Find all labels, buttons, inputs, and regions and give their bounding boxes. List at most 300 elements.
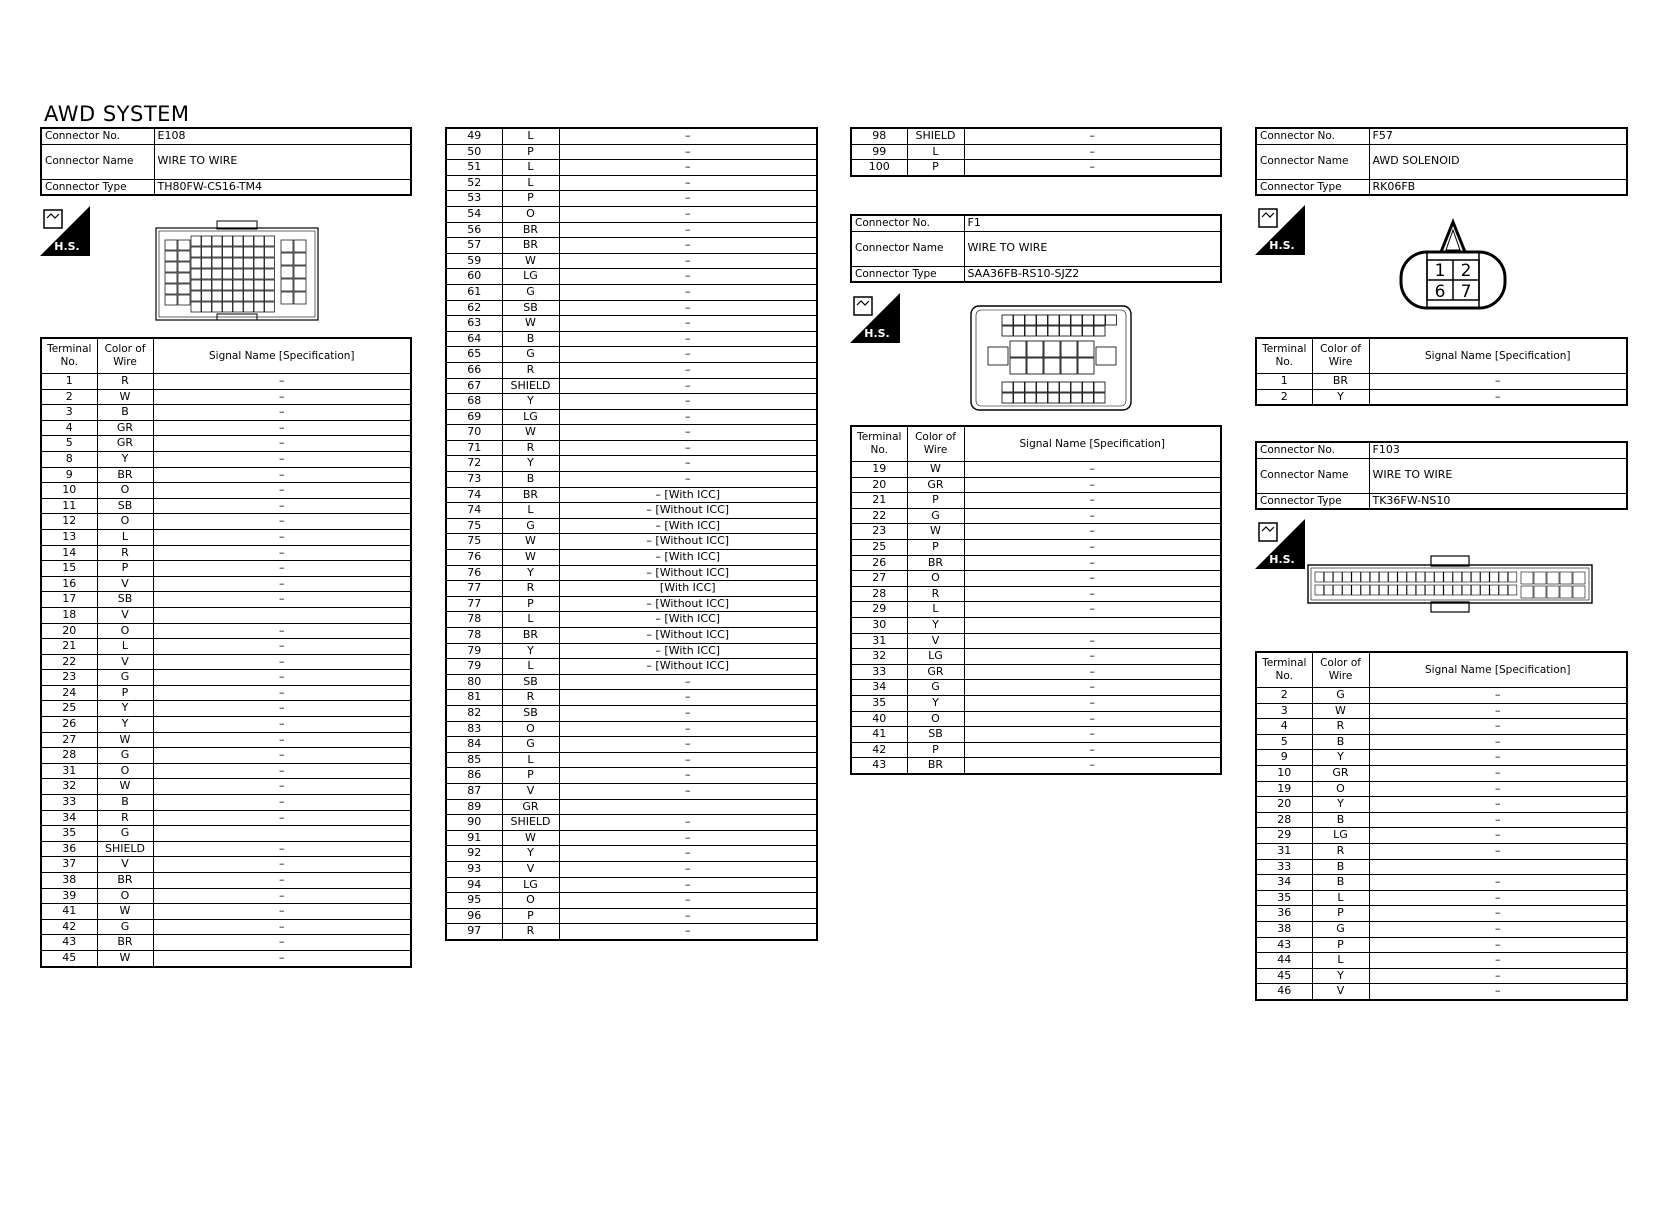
- terminal-no-cell: 79: [446, 643, 502, 659]
- terminal-no-cell: 76: [446, 565, 502, 581]
- connector-type-label: Connector Type: [1256, 493, 1369, 509]
- connector-cavity: [1499, 572, 1508, 582]
- connector-cavity: [1499, 585, 1508, 595]
- terminal-no-cell: 51: [446, 160, 502, 176]
- harness-side-icon: [850, 293, 900, 343]
- terminal-no-cell: 63: [446, 316, 502, 332]
- table-row: [851, 711, 1221, 727]
- signal-name-cell: –: [153, 405, 411, 421]
- connector-cavity: [1002, 326, 1013, 336]
- terminal-no-cell: 85: [446, 752, 502, 768]
- f57-pin-7: 7: [1460, 282, 1472, 302]
- wire-color-cell: O: [502, 721, 559, 737]
- terminal-no-cell: 22: [41, 654, 97, 670]
- connector-cavity: [1560, 586, 1572, 598]
- connector-f103-info: [1255, 441, 1628, 510]
- table-row: [446, 846, 817, 862]
- connector-cavity: [1060, 315, 1071, 325]
- connector-cavity: [1096, 347, 1116, 365]
- signal-name-cell: –: [153, 576, 411, 592]
- table-row: [41, 576, 411, 592]
- table-row: [446, 550, 817, 566]
- signal-name-cell: –: [559, 316, 817, 332]
- wire-color-cell: G: [502, 518, 559, 534]
- connector-cavity: [1048, 382, 1059, 392]
- connector-cavity: [1379, 585, 1388, 595]
- connector-cavity: [244, 302, 254, 312]
- terminal-no-cell: 11: [41, 498, 97, 514]
- table-row: [446, 518, 817, 534]
- signal-name-cell: –: [1369, 781, 1627, 797]
- signal-name-cell: –: [153, 451, 411, 467]
- signal-name-cell: –: [1369, 906, 1627, 922]
- terminal-no-cell: 62: [446, 300, 502, 316]
- terminal-no-cell: 32: [41, 779, 97, 795]
- wire-color-cell: G: [1312, 921, 1369, 937]
- connector-cavity: [281, 292, 293, 304]
- connector-cavity: [254, 302, 264, 312]
- connector-no-label: Connector No.: [1256, 128, 1369, 144]
- terminal-no-cell: 35: [41, 826, 97, 842]
- table-row: [446, 238, 817, 254]
- terminal-no-cell: 41: [851, 727, 907, 743]
- table-row: [41, 592, 411, 608]
- connector-cavity: [265, 280, 275, 290]
- wire-color-cell: V: [1312, 984, 1369, 1000]
- terminal-no-cell: 76: [446, 550, 502, 566]
- table-row: [446, 425, 817, 441]
- signal-name-cell: –: [559, 160, 817, 176]
- table-row: [1256, 875, 1627, 891]
- connector-cavity: [223, 236, 233, 246]
- terminal-no-cell: 70: [446, 425, 502, 441]
- table-row: [851, 664, 1221, 680]
- connector-cavity: [178, 284, 190, 294]
- wire-color-cell: O: [97, 623, 153, 639]
- terminal-no-cell: 21: [41, 639, 97, 655]
- wire-color-cell: GR: [502, 799, 559, 815]
- terminal-no-cell: 29: [1256, 828, 1312, 844]
- table-row: [851, 493, 1221, 509]
- table-row: [446, 799, 817, 815]
- table-row: [851, 462, 1221, 478]
- connector-cavity: [1044, 341, 1060, 357]
- terminal-no-cell: 59: [446, 253, 502, 269]
- terminal-no-cell: 33: [41, 795, 97, 811]
- terminal-no-cell: 21: [851, 493, 907, 509]
- terminal-no-cell: 17: [41, 592, 97, 608]
- wire-color-cell: O: [97, 514, 153, 530]
- signal-name-cell: [153, 826, 411, 842]
- connector-cavity: [1481, 572, 1490, 582]
- wire-color-cell: O: [907, 571, 964, 587]
- table-row: [446, 721, 817, 737]
- connector-cavity: [1370, 572, 1379, 582]
- wire-color-cell: W: [502, 316, 559, 332]
- terminal-no-cell: 25: [851, 539, 907, 555]
- connector-cavity: [1521, 572, 1533, 584]
- connector-cavity: [1425, 585, 1434, 595]
- terminal-no-cell: 3: [1256, 703, 1312, 719]
- wire-color-cell: O: [97, 483, 153, 499]
- terminal-no-cell: 93: [446, 861, 502, 877]
- table-row: [446, 128, 817, 144]
- signal-name-cell: –: [153, 888, 411, 904]
- wire-color-cell: B: [97, 405, 153, 421]
- connector-cavity: [202, 280, 212, 290]
- connector-f1-info: [850, 214, 1222, 283]
- connector-cavity: [1416, 572, 1425, 582]
- terminal-no-cell: 31: [851, 633, 907, 649]
- wire-color-cell: G: [502, 737, 559, 753]
- connector-cavity: [1014, 382, 1025, 392]
- table-row: [446, 690, 817, 706]
- signal-name-cell: –: [964, 571, 1221, 587]
- signal-name-cell: –: [153, 950, 411, 966]
- terminal-no-cell: 8: [41, 451, 97, 467]
- wire-color-cell: O: [907, 711, 964, 727]
- terminal-no-cell: 4: [1256, 719, 1312, 735]
- connector-cavity: [1324, 585, 1333, 595]
- wire-color-cell: O: [502, 893, 559, 909]
- connector-cavity: [1010, 341, 1026, 357]
- terminal-no-cell: 41: [41, 904, 97, 920]
- connector-cavity: [294, 240, 306, 252]
- table-row: [851, 144, 1221, 160]
- connector-f57-face-diagram: [1393, 218, 1513, 313]
- wire-color-cell: B: [502, 472, 559, 488]
- connector-cavity: [1014, 326, 1025, 336]
- f57-pin-1: 1: [1434, 261, 1446, 281]
- terminal-no-cell: 24: [41, 685, 97, 701]
- table-row: [446, 378, 817, 394]
- table-row: [851, 633, 1221, 649]
- table-row: [41, 919, 411, 935]
- table-row: [41, 841, 411, 857]
- wire-color-cell: SB: [907, 727, 964, 743]
- terminal-no-cell: 28: [1256, 812, 1312, 828]
- signal-name-cell: –: [1369, 389, 1627, 405]
- terminal-no-cell: 5: [41, 436, 97, 452]
- connector-cavity: [191, 291, 201, 301]
- signal-name-cell: –: [559, 440, 817, 456]
- table-row: [1256, 797, 1627, 813]
- wire-color-cell: V: [97, 857, 153, 873]
- connector-cavity: [1002, 315, 1013, 325]
- signal-name-cell: –: [964, 602, 1221, 618]
- wire-color-cell: P: [907, 539, 964, 555]
- terminal-no-cell: 83: [446, 721, 502, 737]
- terminal-no-cell: 54: [446, 206, 502, 222]
- connector-cavity: [1002, 382, 1013, 392]
- signal-name-cell: –: [559, 815, 817, 831]
- terminal-no-cell: 28: [851, 586, 907, 602]
- table-row: [446, 596, 817, 612]
- wire-color-cell: GR: [907, 477, 964, 493]
- wire-color-cell: Y: [502, 456, 559, 472]
- terminal-no-cell: 61: [446, 284, 502, 300]
- terminal-no-cell: 81: [446, 690, 502, 706]
- connector-cavity: [1044, 358, 1060, 374]
- terminal-no-header: Terminal No.: [1256, 652, 1312, 688]
- connector-cavity: [1453, 572, 1462, 582]
- signal-name-cell: [559, 799, 817, 815]
- table-row: [1256, 984, 1627, 1000]
- signal-name-cell: –: [559, 830, 817, 846]
- table-row: [446, 643, 817, 659]
- connector-cavity: [233, 247, 243, 257]
- table-row: [446, 893, 817, 909]
- terminal-no-cell: 45: [41, 950, 97, 966]
- table-row: [41, 763, 411, 779]
- signal-name-cell: –: [964, 711, 1221, 727]
- connector-cavity: [1037, 315, 1048, 325]
- table-row: [446, 674, 817, 690]
- wire-color-cell: L: [502, 175, 559, 191]
- signal-name-cell: –: [559, 191, 817, 207]
- table-row: [851, 571, 1221, 587]
- table-row: [851, 524, 1221, 540]
- connector-cavity: [212, 258, 222, 268]
- terminal-no-cell: 4: [41, 420, 97, 436]
- table-row: [41, 654, 411, 670]
- wire-color-cell: G: [97, 826, 153, 842]
- terminal-no-cell: 46: [1256, 984, 1312, 1000]
- wire-color-cell: V: [97, 607, 153, 623]
- wire-color-cell: P: [1312, 906, 1369, 922]
- connector-name-label: Connector Name: [41, 144, 154, 179]
- signal-name-cell: –: [964, 508, 1221, 524]
- wire-color-cell: P: [502, 908, 559, 924]
- wire-color-cell: P: [97, 685, 153, 701]
- signal-name-cell: –: [153, 420, 411, 436]
- signal-name-cell: –: [153, 810, 411, 826]
- terminal-no-cell: 49: [446, 128, 502, 144]
- color-of-wire-header: Color of Wire: [907, 426, 964, 462]
- table-row: [851, 602, 1221, 618]
- terminal-no-cell: 60: [446, 269, 502, 285]
- terminal-no-cell: 68: [446, 394, 502, 410]
- signal-name-cell: – [With ICC]: [559, 550, 817, 566]
- table-row: [41, 935, 411, 951]
- connector-type-value: RK06FB: [1369, 179, 1627, 195]
- signal-name-cell: –: [964, 462, 1221, 478]
- signal-name-cell: –: [964, 128, 1221, 144]
- connector-cavity: [1027, 341, 1043, 357]
- wire-color-cell: B: [1312, 859, 1369, 875]
- connector-cavity: [254, 236, 264, 246]
- signal-name-cell: – [With ICC]: [559, 612, 817, 628]
- wire-color-cell: W: [1312, 703, 1369, 719]
- table-row: [41, 717, 411, 733]
- wire-color-cell: BR: [502, 487, 559, 503]
- signal-name-cell: –: [153, 498, 411, 514]
- wire-color-cell: SB: [502, 705, 559, 721]
- wire-color-cell: W: [502, 253, 559, 269]
- connector-type-label: Connector Type: [851, 266, 964, 282]
- signal-name-cell: –: [559, 238, 817, 254]
- table-row: [41, 374, 411, 390]
- terminal-no-cell: 40: [851, 711, 907, 727]
- connector-e108-info: [40, 127, 412, 196]
- harness-side-icon: [1255, 519, 1305, 569]
- signal-name-cell: –: [964, 160, 1221, 176]
- connector-cavity: [178, 251, 190, 261]
- connector-cavity: [191, 280, 201, 290]
- connector-no-value: F57: [1369, 128, 1627, 144]
- table-row: [446, 284, 817, 300]
- terminal-no-cell: 14: [41, 545, 97, 561]
- table-row: [1256, 968, 1627, 984]
- table-row: [41, 607, 411, 623]
- signal-name-cell: –: [559, 269, 817, 285]
- connector-cavity: [1333, 585, 1342, 595]
- color-of-wire-header: Color of Wire: [1312, 338, 1369, 374]
- wire-color-cell: R: [1312, 719, 1369, 735]
- connector-cavity: [1061, 341, 1077, 357]
- table-row: [446, 331, 817, 347]
- wire-color-cell: P: [907, 742, 964, 758]
- wire-color-cell: LG: [502, 877, 559, 893]
- terminal-no-cell: 26: [851, 555, 907, 571]
- hs-label: H.S.: [54, 240, 80, 253]
- connector-cavity: [1490, 585, 1499, 595]
- table-row: [41, 950, 411, 966]
- table-row: [446, 815, 817, 831]
- terminal-no-cell: 96: [446, 908, 502, 924]
- terminal-no-cell: 100: [851, 160, 907, 176]
- signal-name-cell: –: [153, 763, 411, 779]
- connector-cavity: [165, 273, 177, 283]
- connector-cavity: [202, 258, 212, 268]
- terminal-no-cell: 38: [41, 873, 97, 889]
- signal-name-cell: –: [153, 561, 411, 577]
- signal-name-cell: [With ICC]: [559, 581, 817, 597]
- signal-name-cell: –: [559, 409, 817, 425]
- connector-cavity: [233, 236, 243, 246]
- signal-name-cell: –: [559, 768, 817, 784]
- signal-name-cell: –: [964, 742, 1221, 758]
- table-row: [851, 742, 1221, 758]
- wire-color-cell: R: [907, 586, 964, 602]
- signal-name-cell: –: [559, 783, 817, 799]
- terminal-no-cell: 90: [446, 815, 502, 831]
- wire-color-cell: W: [97, 732, 153, 748]
- connector-cavity: [233, 291, 243, 301]
- terminal-no-cell: 23: [851, 524, 907, 540]
- connector-cavity: [233, 258, 243, 268]
- table-row: [1256, 906, 1627, 922]
- connector-cavity: [1094, 315, 1105, 325]
- e108-terminal-table-continued: [445, 127, 818, 941]
- table-row: [1256, 374, 1627, 390]
- wire-color-cell: O: [1312, 781, 1369, 797]
- connector-cavity: [1027, 358, 1043, 374]
- terminal-no-cell: 25: [41, 701, 97, 717]
- wire-color-cell: G: [1312, 688, 1369, 704]
- terminal-no-cell: 5: [1256, 734, 1312, 750]
- wire-color-cell: R: [502, 440, 559, 456]
- connector-cavity: [294, 292, 306, 304]
- connector-cavity: [1025, 326, 1036, 336]
- signal-name-cell: [1369, 859, 1627, 875]
- wire-color-cell: B: [1312, 734, 1369, 750]
- signal-name-cell: – [Without ICC]: [559, 596, 817, 612]
- signal-name-cell: –: [964, 695, 1221, 711]
- signal-name-header: Signal Name [Specification]: [1369, 338, 1627, 374]
- wire-color-cell: SHIELD: [502, 815, 559, 831]
- wire-color-cell: SB: [502, 300, 559, 316]
- wire-color-cell: R: [502, 690, 559, 706]
- wire-color-cell: G: [502, 347, 559, 363]
- wire-color-cell: W: [907, 524, 964, 540]
- connector-cavity: [212, 280, 222, 290]
- signal-name-header: Signal Name [Specification]: [1369, 652, 1627, 688]
- signal-name-cell: –: [964, 493, 1221, 509]
- harness-side-icon: [40, 206, 90, 256]
- table-row: [851, 727, 1221, 743]
- connector-cavity: [254, 269, 264, 279]
- table-row: [446, 394, 817, 410]
- terminal-no-cell: 84: [446, 737, 502, 753]
- table-row: [446, 456, 817, 472]
- terminal-no-cell: 94: [446, 877, 502, 893]
- wire-color-cell: P: [502, 596, 559, 612]
- table-row: [851, 539, 1221, 555]
- table-row: [851, 758, 1221, 774]
- wire-color-cell: B: [1312, 875, 1369, 891]
- terminal-no-cell: 34: [1256, 875, 1312, 891]
- signal-name-cell: –: [964, 144, 1221, 160]
- wire-color-cell: R: [97, 374, 153, 390]
- signal-name-cell: –: [1369, 797, 1627, 813]
- signal-name-cell: –: [1369, 812, 1627, 828]
- connector-type-value: TH80FW-CS16-TM4: [154, 179, 411, 195]
- table-row: [1256, 688, 1627, 704]
- terminal-no-cell: 86: [446, 768, 502, 784]
- wire-color-cell: SHIELD: [502, 378, 559, 394]
- signal-name-cell: –: [559, 752, 817, 768]
- table-row: [446, 565, 817, 581]
- terminal-no-cell: 34: [851, 680, 907, 696]
- terminal-no-cell: 12: [41, 514, 97, 530]
- connector-cavity: [1083, 326, 1094, 336]
- signal-name-cell: – [With ICC]: [559, 643, 817, 659]
- terminal-no-cell: 78: [446, 612, 502, 628]
- connector-cavity: [254, 247, 264, 257]
- wire-color-cell: Y: [502, 643, 559, 659]
- terminal-no-cell: 27: [41, 732, 97, 748]
- wire-color-cell: R: [97, 545, 153, 561]
- table-row: [41, 467, 411, 483]
- table-row: [446, 269, 817, 285]
- terminal-no-cell: 27: [851, 571, 907, 587]
- terminal-no-cell: 23: [41, 670, 97, 686]
- connector-cavity: [1471, 585, 1480, 595]
- signal-name-cell: –: [1369, 953, 1627, 969]
- table-row: [1256, 734, 1627, 750]
- terminal-no-cell: 74: [446, 487, 502, 503]
- connector-cavity: [1573, 572, 1585, 584]
- connector-cavity: [165, 295, 177, 305]
- wire-color-cell: Y: [1312, 389, 1369, 405]
- connector-cavity: [202, 302, 212, 312]
- table-row: [446, 191, 817, 207]
- connector-cavity: [1014, 315, 1025, 325]
- connector-cavity: [1071, 326, 1082, 336]
- wire-color-cell: G: [97, 670, 153, 686]
- table-row: [851, 695, 1221, 711]
